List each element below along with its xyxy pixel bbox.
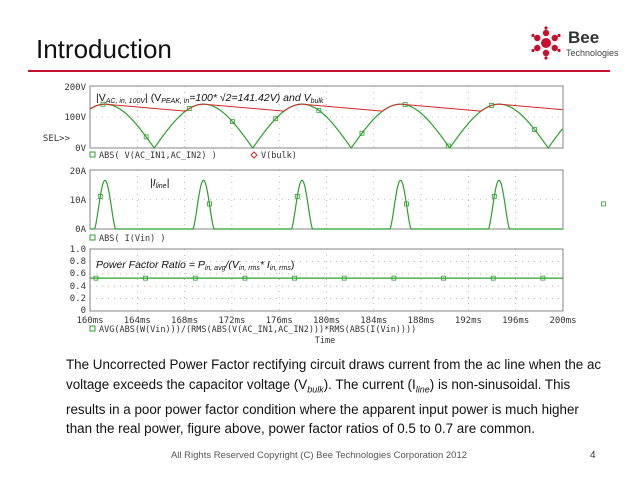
legend-label-pf: AVG(ABS(W(Vin)))/(RMS(ABS(V(AC_IN1,AC_IN2)))*RMS(ABS(I(Vin))))	[99, 325, 417, 335]
voltage-annotation	[96, 92, 324, 105]
x-tick-label: 188ms	[407, 316, 435, 326]
pf-annotation-sub3: in, rms	[269, 265, 291, 272]
pf-annotation-mid2: * I	[259, 259, 270, 271]
current-annotation-sub1: line	[155, 183, 167, 190]
current-annotation	[150, 177, 169, 190]
body-subscript: bulk	[307, 384, 324, 395]
pf-annotation-pre: Power Factor Ratio = P	[96, 259, 205, 271]
pf-ytick-0-4: 0.4	[69, 282, 86, 292]
legend-label-i-vin: ABS( I(Vin) )	[99, 234, 166, 244]
x-tick-label: 180ms	[312, 316, 341, 326]
body-text-run: ) is non-sinusoidal. This results in a poor power factor condition where the apparent input power is much higher than the real power, figure above, power factor ratios of 0.5 to 0.7 are common.	[66, 376, 579, 437]
current-annotation-pre: |I	[150, 177, 156, 189]
x-tick-label: 172ms	[218, 316, 246, 326]
body-text-run: ). The current (	[323, 376, 413, 392]
current-ytick-10a: 10A	[69, 196, 86, 206]
legend-marker-pf	[90, 326, 95, 331]
power-factor-panel	[70, 245, 577, 345]
legend-marker-i-vin	[90, 235, 95, 240]
voltage-ytick-0v: 0V	[75, 144, 86, 154]
x-tick-label: 196ms	[502, 316, 530, 326]
legend-marker-ac-in	[90, 152, 95, 157]
x-tick-label: 160ms	[76, 316, 104, 326]
voltage-annotation-sub1: AC, in, 100V	[105, 98, 146, 105]
body-text-run: The Uncorrected Power Factor rectifying circuit draws current from the ac line when the ac voltage exceeds the capacitor voltage (	[66, 357, 602, 392]
pf-annotation-sub1: in, avg	[204, 265, 226, 272]
voltage-annotation-post: =100* √2=141.42V) and V	[189, 92, 311, 104]
voltage-annotation-sub3: bulk	[310, 98, 324, 105]
slide-title: Introduction	[36, 34, 172, 64]
pf-annotation-sub2: in, rms	[238, 265, 260, 272]
current-annotation-post: |	[166, 177, 170, 189]
x-tick-label: 168ms	[171, 316, 199, 326]
voltage-ytick-200v: 200V	[64, 83, 86, 93]
pf-ytick-0-8: 0.8	[69, 257, 86, 267]
voltage-panel	[43, 83, 563, 161]
body-text-run: V	[298, 376, 308, 392]
pf-annotation-post: )	[290, 259, 295, 271]
pf-annotation	[96, 259, 294, 272]
legend-marker-v-bulk	[251, 152, 257, 158]
legend-label-v-bulk: V(bulk)	[261, 151, 297, 161]
body-paragraph	[66, 355, 606, 439]
current-panel	[70, 167, 606, 244]
voltage-annotation-sub2: PEAK, in	[161, 98, 190, 105]
page-number: 4	[590, 450, 596, 461]
footer-copyright: All Rights Reserved Copyright (C) Bee Technologies Corporation 2012	[170, 450, 468, 461]
x-tick-label: 200ms	[549, 316, 577, 326]
voltage-annotation-mid: | (V	[145, 92, 162, 104]
current-markers	[98, 194, 605, 206]
voltage-ytick-sel: SEL>>	[42, 134, 70, 144]
current-grid	[90, 170, 563, 229]
x-axis-label: Time	[314, 336, 336, 345]
pf-ytick-0-6: 0.6	[69, 269, 86, 279]
pf-ytick-0-2: 0.2	[69, 294, 86, 304]
body-subscript: line	[415, 384, 430, 395]
body-text-run: I	[412, 376, 416, 392]
x-tick-label: 192ms	[454, 316, 482, 326]
pf-ytick-1-0: 1.0	[69, 245, 86, 255]
legend-label-ac-in: ABS( V(AC_IN1,AC_IN2) )	[99, 151, 217, 161]
current-ytick-0a: 0A	[75, 225, 86, 235]
x-tick-label: 176ms	[265, 316, 293, 326]
voltage-annotation-pre: |V	[96, 92, 106, 104]
pf-ytick-0: 0	[80, 306, 86, 316]
current-point-marker	[601, 202, 605, 206]
x-tick-label: 164ms	[123, 316, 151, 326]
logo-wordmark: Bee	[568, 28, 600, 47]
voltage-ytick-100v: 100V	[64, 113, 86, 123]
logo-subtitle: Technologies	[566, 48, 619, 58]
x-tick-label: 184ms	[360, 316, 388, 326]
pf-annotation-mid: /(V	[225, 259, 239, 271]
body-paragraph-text	[66, 355, 606, 439]
current-ytick-20a: 20A	[69, 167, 86, 177]
